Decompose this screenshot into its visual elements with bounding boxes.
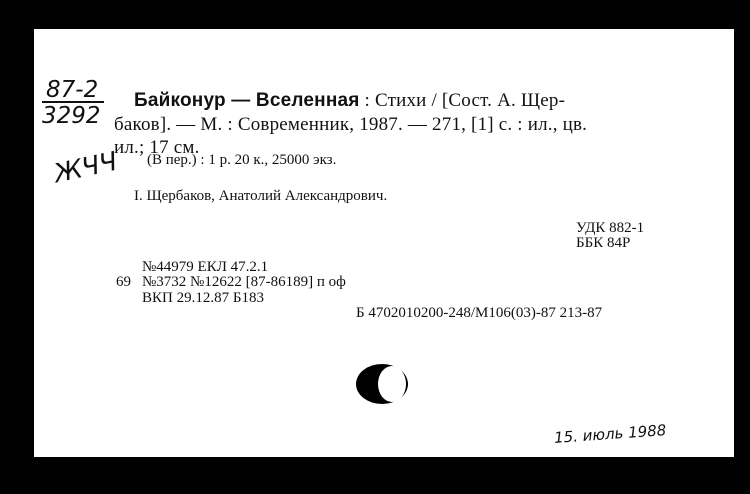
title-rest: : Стихи / [Сост. А. Щер- xyxy=(359,90,566,111)
entry-line-3: ил.; 17 см. xyxy=(114,137,200,158)
registry-line-3: ВКП 29.12.87 Б183 xyxy=(142,290,264,306)
registry-number: 69 xyxy=(116,274,131,290)
handwritten-margin-note: ЖЧЧ xyxy=(51,146,121,190)
author-entry: I. Щербаков, Анатолий Александрович. xyxy=(134,188,388,204)
registry-line-2: №3732 №12622 [87-86189] п оф xyxy=(142,274,346,290)
handwritten-date-note: 15. июль 1988 xyxy=(553,421,667,447)
bbk-code: ББК 84Р xyxy=(576,235,631,251)
shelf-mark-bottom: 3292 xyxy=(42,103,101,129)
title-bold: Байконур — Вселенная xyxy=(134,90,360,111)
entry-title-line xyxy=(134,90,565,112)
shelf-mark-top: 87-2 xyxy=(46,77,99,103)
card-punch-hole xyxy=(356,364,408,404)
isbn-line: Б 4702010200-248/М106(03)-87 213-87 xyxy=(356,305,603,321)
registry-line-1: №44979 ЕКЛ 47.2.1 xyxy=(142,259,269,275)
udk-code: УДК 882-1 xyxy=(576,220,645,236)
price-line: (В пер.) : 1 р. 20 к., 25000 экз. xyxy=(147,152,337,168)
entry-line-2: баков]. — М. : Современник, 1987. — 271, [1] с. : ил., цв. xyxy=(114,114,588,135)
